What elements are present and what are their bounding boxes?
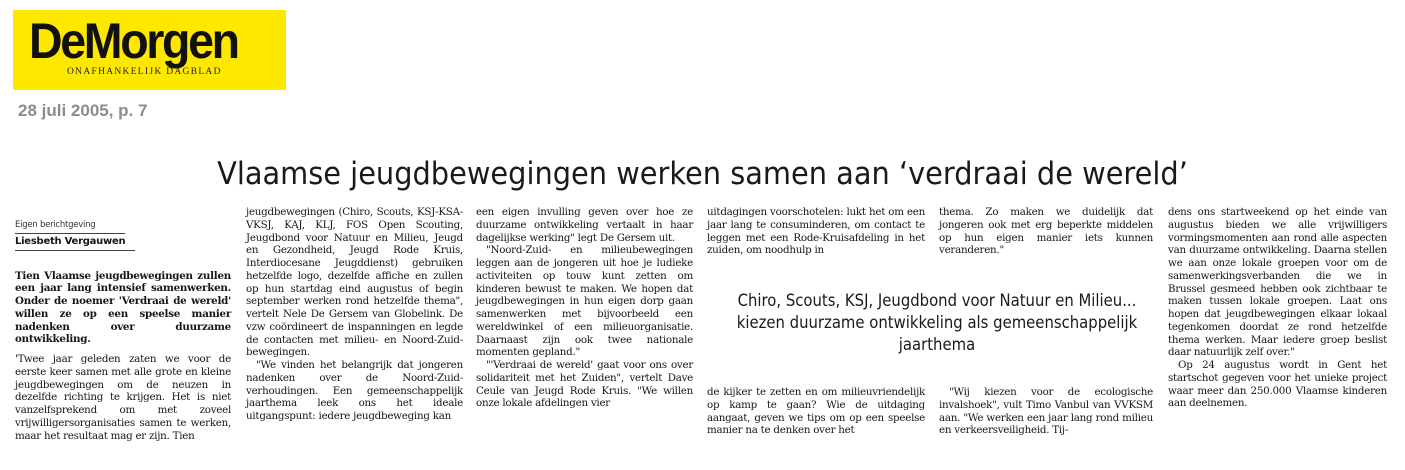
article-column-4-bottom <box>707 386 925 437</box>
paragraph: 'Twee jaar geleden zaten we voor de eerste keer samen met alle grote en kleine jeugdbewegingen om de neuzen in dezelfde richting te krijgen. Het is niet vanzelfsprekend om met zoveel vrijwilligersorganisaties samen te werken, maar het resultaat mag er zijn. Tien <box>15 353 231 442</box>
byline-author: Liesbeth Vergauwen <box>15 236 135 251</box>
article-column-1 <box>15 206 231 442</box>
paragraph: de kijker te zetten en om milieuvriendelijk op kamp te gaan? Wie de uitdaging aangaat, geven we tips om op een speelse manier na te denken over het <box>707 386 925 437</box>
masthead-name: DeMorgen <box>29 13 238 69</box>
article-column-3 <box>476 206 693 410</box>
article-headline: Vlaamse jeugdbewegingen werken samen aan ‘verdraai de wereld’ <box>217 156 1188 192</box>
paragraph: thema. Zo maken we duidelijk dat jongeren ook met erg beperkte middelen op hun eigen manier iets kunnen veranderen." <box>939 206 1153 257</box>
article-column-5-top <box>939 206 1153 257</box>
article-column-5-bottom <box>939 386 1153 437</box>
article-column-6 <box>1168 206 1387 410</box>
dateline: 28 juli 2005, p. 7 <box>18 101 148 120</box>
paragraph: "'Verdraai de wereld' gaat voor ons over solidariteit met het Zuiden", vertelt Dave Ceule van Jeugd Rode Kruis. "We willen onze lokale afdelingen vier <box>476 359 693 410</box>
article-column-4-top <box>707 206 925 257</box>
paragraph: jeugdbewegingen (Chiro, Scouts, KSJ-KSA-VKSJ, KAJ, KLJ, FOS Open Scouting, Jeugdbond voor Natuur en Milieu, Jeugd en Gezondheid, Jeugd Rode Kruis, Interdiocesane Jeugddienst) gebruiken hetzelfde logo, dezelfde affiche en zullen op hun startdag eind augustus of begin september werken rond hetzelfde thema", vertelt Nele De Gersem van Globelink. De vzw coördineert de inspanningen en legde de contacten met milieu- en Noord-Zuid-bewegingen. <box>246 206 463 359</box>
byline-label: Eigen berichtgeving <box>15 219 125 234</box>
paragraph: dens ons startweekend op het einde van augustus bieden we alle vrijwilligers vormingsmomenten aan rond alle aspecten van duurzame ontwikkeling. Daarna stellen we aan onze lokale groepen voor om de samenwerkingsverbanden die we in Brussel gesmeed hebben ook zichtbaar te maken tussen lokale groepen. Laat ons hopen dat jeugdbewegingen elkaar lokaal tegenkomen doordat ze rond hetzelfde thema werken. Maar iedere groep beslist daar natuurlijk zelf over." <box>1168 206 1387 359</box>
paragraph: uitdagingen voorschotelen: lukt het om een jaar lang te consuminderen, om contact te leggen met een Rode-Kruisafdeling in het zuiden, om noodhulp in <box>707 206 925 257</box>
paragraph: "Noord-Zuid- en milieubewegingen leggen aan de jongeren uit hoe je ludieke activiteiten op touw kunt zetten om kinderen bewust te maken. We hopen dat jeugdbewegingen in hun eigen dorp gaan samenwerken met bijvoorbeeld een wereldwinkel of een milieuorganisatie. Daarnaast zijn ook twee nationale momenten gepland." <box>476 244 693 359</box>
article-intro: Tien Vlaamse jeugdbewegingen zullen een jaar lang intensief samenwerken. Onder de noemer 'Verdraai de wereld' willen ze op een speelse manier nadenken over duurzame ontwikkeling. <box>15 269 231 346</box>
pull-quote: Chiro, Scouts, KSJ, Jeugdbond voor Natuur en Milieu... kiezen duurzame ontwikkeling als gemeenschappelijk jaarthema <box>736 291 1138 354</box>
article-column-2 <box>246 206 463 423</box>
paragraph: een eigen invulling geven over hoe ze duurzame ontwikkeling vertaalt in haar dagelijkse werking" legt De Gersem uit. <box>476 206 693 244</box>
paragraph: "Wij kiezen voor de ecologische invalshoek", vult Timo Vanbul van VVKSM aan. "We werken een jaar lang rond milieu en verkeersveiligheid. Tij- <box>939 386 1153 437</box>
paragraph: "We vinden het belangrijk dat jongeren nadenken over de Noord-Zuid-verhoudingen. Een gemeenschappelijk jaarthema leek ons het ideale uitgangspunt: iedere jeugdbeweging kan <box>246 359 463 422</box>
paragraph: Op 24 augustus wordt in Gent het startschot gegeven voor het unieke project waar meer dan 250.000 Vlaamse kinderen aan deelnemen. <box>1168 359 1387 410</box>
masthead-tagline: ONAFHANKELIJK DAGBLAD <box>67 67 222 77</box>
masthead-logo <box>13 10 286 90</box>
